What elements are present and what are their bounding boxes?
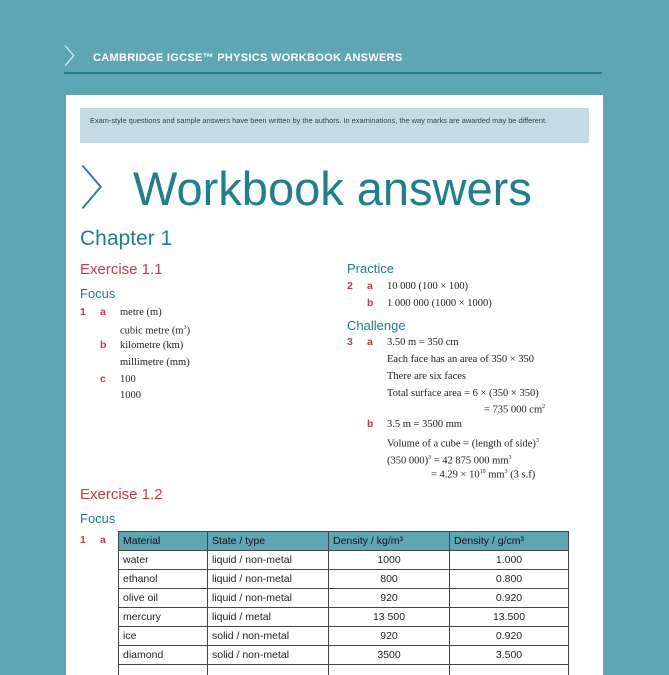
answer-text: kilometre (km) [120,339,183,352]
table-cell: 0.800 [450,570,569,589]
chapter-heading: Chapter 1 [80,227,172,251]
density-table [118,531,569,675]
table-cell: 0.920 [450,627,569,646]
table-cell: liquid / metal [208,608,329,627]
part-label: b [100,339,106,351]
column-header: State / type [208,532,329,551]
table-cell: solid / non-metal [208,627,329,646]
table-header-row [119,532,569,551]
challenge-heading: Challenge [347,318,406,333]
answer-text: 3.5 m = 3500 mm [387,418,462,431]
table-cell: 3500 [329,646,450,665]
chevron-right-icon: 〉 [80,162,127,215]
page-title: 〉 Workbook answers [80,161,532,217]
practice-heading: Practice [347,261,394,276]
answer-text: 10 000 (100 × 100) [387,280,468,293]
answer-text: 1000 [120,389,141,402]
answer-text: = 735 000 $cm^2$ [484,401,545,417]
header-title: CAMBRIDGE IGCSE™ PHYSICS WORKBOOK ANSWERS [93,52,403,64]
question-number: 1 [80,306,86,318]
answer-text: cubic metre $(m^3)$ [120,322,190,338]
exercise-1-2-heading: Exercise 1.2 [80,486,163,503]
table-cell: 13 500 [329,608,450,627]
table-cell: 0.920 [450,589,569,608]
focus-heading: Focus [80,511,115,526]
table-cell: 920 [329,627,450,646]
part-label: a [367,336,373,348]
column-header: Material [119,532,208,551]
table-cell: 3.500 [450,646,569,665]
table-cell: ice [119,627,208,646]
table-cell: 800 [329,570,450,589]
part-label: a [100,534,106,546]
table-cell: liquid / non-metal [208,570,329,589]
table-cell: 1.000 [450,551,569,570]
column-header: Density / g/cm³ [450,532,569,551]
table-cell: liquid / non-metal [208,589,329,608]
answer-text: metre (m) [120,306,162,319]
table-cell: mercury [119,608,208,627]
table-cell: 13.500 [450,608,569,627]
table-cell: water [119,551,208,570]
answer-text: Total surface area = 6 × (350 × 350) [387,387,539,400]
answer-text: 3.50 m = 350 cm [387,336,459,349]
answer-text: millimetre (mm) [120,356,190,369]
part-label: a [100,306,106,318]
answer-text: 100 [120,373,136,386]
table-cell: 1000 [329,551,450,570]
answer-text: = $4.29 \times 10^{10}$ $mm^3$ (3 s.f) [431,466,535,482]
table-cell: olive oil [119,589,208,608]
focus-heading: Focus [80,286,115,301]
question-number: 2 [347,280,353,292]
table-cell [450,665,569,675]
table-row [119,589,569,608]
page [66,95,603,675]
exercise-1-1-heading: Exercise 1.1 [80,261,163,278]
table-cell: 920 [329,589,450,608]
table-row [119,665,569,675]
question-number: 1 [80,534,86,546]
table-cell [208,665,329,675]
part-label: b [367,297,373,309]
part-label: b [367,418,373,430]
table-cell [329,665,450,675]
column-header: Density / kg/m³ [329,532,450,551]
table-cell [119,665,208,675]
answer-text: Each face has an area of 350 × 350 [387,353,534,366]
part-label: a [367,280,373,292]
answer-text: There are six faces [387,370,466,383]
table-row [119,627,569,646]
question-number: 3 [347,336,353,348]
table-row [119,551,569,570]
table-cell: liquid / non-metal [208,551,329,570]
table-row [119,646,569,665]
part-label: c [100,373,106,385]
table-row [119,570,569,589]
disclaimer-note: Exam-style questions and sample answers have been written by the authors. In examinations, the way marks are awarded may be different. [80,108,589,143]
table-cell: diamond [119,646,208,665]
answer-text: Volume of a cube = (length of side)$^3$ [387,435,539,451]
answer-text: 1 000 000 (1000 × 1000) [387,297,492,310]
running-header [64,44,602,74]
table-cell: solid / non-metal [208,646,329,665]
chevron-right-icon: 〉 [64,44,86,70]
table-row [119,608,569,627]
table-cell: ethanol [119,570,208,589]
answer-text: (350 000)$^3$ = 42 875 000 $mm^3$ [387,452,512,468]
